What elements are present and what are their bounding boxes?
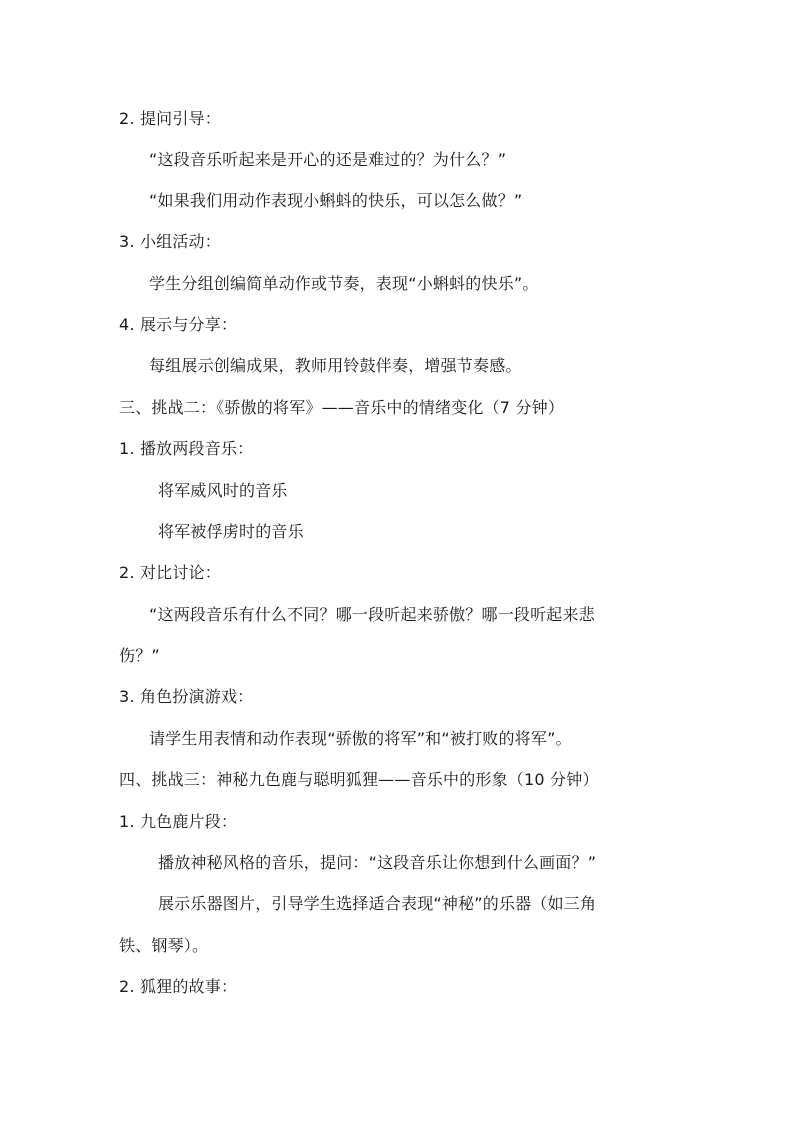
- list-item-2-heading-b: 2. 对比讨论：: [119, 563, 221, 582]
- list-item-1-heading-b: 1. 九色鹿片段：: [119, 812, 238, 831]
- list-item-3-heading-b: 3. 角色扮演游戏：: [119, 687, 254, 706]
- section-heading-challenge-3: 四、挑战三：神秘九色鹿与聪明狐狸——音乐中的形象（10 分钟）: [119, 770, 599, 789]
- music-item-2: 将军被俘虏时的音乐: [158, 522, 304, 541]
- quote-compare-line-1: “这两段音乐有什么不同？哪一段听起来骄傲？哪一段听起来悲: [149, 605, 595, 624]
- list-item-3-heading: 3. 小组活动：: [119, 232, 221, 251]
- list-item-4-heading: 4. 展示与分享：: [119, 315, 238, 334]
- paragraph-group-activity: 学生分组创编简单动作或节奏，表现“小蝌蚪的快乐”。: [149, 274, 539, 293]
- list-item-1-heading: 1. 播放两段音乐：: [119, 439, 254, 458]
- quote-question-1: “这段音乐听起来是开心的还是难过的？为什么？”: [149, 150, 507, 169]
- paragraph-showcase: 每组展示创编成果，教师用铃鼓伴奏，增强节奏感。: [149, 356, 522, 375]
- music-item-1: 将军威风时的音乐: [158, 481, 288, 500]
- paragraph-role-play: 请学生用表情和动作表现“骄傲的将军”和“被打败的将军”。: [149, 729, 572, 748]
- quote-question-2: “如果我们用动作表现小蝌蚪的快乐，可以怎么做？”: [149, 191, 523, 210]
- paragraph-instruments-line-2: 铁、钢琴）。: [119, 936, 209, 955]
- quote-compare-line-2: 伤？”: [119, 646, 160, 665]
- paragraph-instruments-line-1: 展示乐器图片，引导学生选择适合表现“神秘”的乐器（如三角: [158, 894, 597, 913]
- section-heading-challenge-2: 三、挑战二：《骄傲的将军》——音乐中的情绪变化（7 分钟）: [119, 398, 565, 417]
- list-item-2-heading: 2. 提问引导：: [119, 109, 221, 128]
- paragraph-play-music: 播放神秘风格的音乐，提问：“这段音乐让你想到什么画面？”: [158, 853, 597, 872]
- list-item-2-heading-c: 2. 狐狸的故事：: [119, 977, 238, 996]
